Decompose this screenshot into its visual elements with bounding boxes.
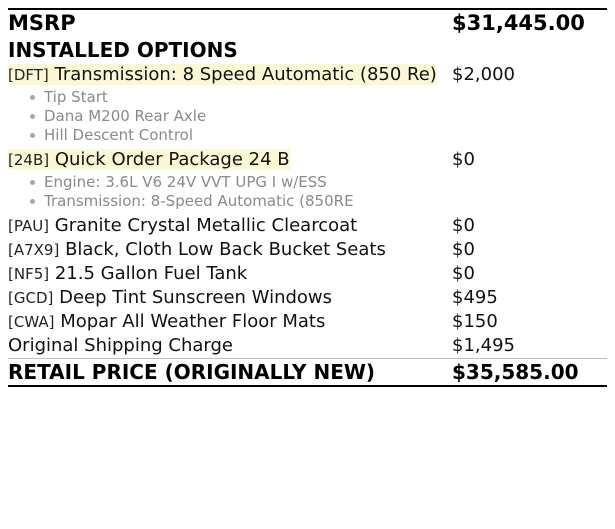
options-list [8,63,607,359]
option-text [8,149,290,170]
option-text [8,239,386,260]
option-code: [A7X9] [8,241,60,259]
option-sub-item: Tip Start [30,88,452,107]
option-label-cell [8,310,452,334]
retail-price-label: RETAIL PRICE (ORIGINALLY NEW) [8,360,376,384]
option-sub-list [8,88,452,145]
option-price: $0 [452,149,475,170]
option-code: [CWA] [8,313,55,331]
option-text [8,64,437,85]
option-code: [DFT] [8,66,49,84]
option-code: [NF5] [8,265,50,283]
option-label-cell [8,262,452,286]
option-label-cell [8,286,452,310]
option-code: [24B] [8,151,50,169]
option-label-cell [8,63,452,148]
option-price: $0 [452,263,475,284]
option-row [8,286,607,310]
installed-options-label: INSTALLED OPTIONS [8,38,238,62]
pricing-table [8,8,607,387]
option-sub-item: Hill Descent Control [30,126,452,145]
option-price: $1,495 [452,335,515,356]
option-text [8,287,332,308]
option-sub-item: Engine: 3.6L V6 24V VVT UPG I w/ESS [30,173,452,192]
option-description: Transmission: 8 Speed Automatic (850 Re) [54,64,437,85]
option-row [8,238,607,262]
retail-price-row [8,359,607,386]
retail-price-value: $35,585.00 [452,360,579,384]
option-text [8,335,233,356]
option-code: [GCD] [8,289,54,307]
option-description: Quick Order Package 24 B [54,149,290,170]
option-price: $150 [452,311,498,332]
option-sub-list [8,173,452,211]
option-label-cell [8,214,452,238]
option-description: Black, Cloth Low Back Bucket Seats [65,239,386,260]
option-text [8,311,325,332]
option-price: $495 [452,287,498,308]
option-label-cell [8,238,452,262]
option-row [8,63,607,148]
option-description: Deep Tint Sunscreen Windows [59,287,333,308]
option-price: $2,000 [452,64,515,85]
installed-options-heading-row [8,37,607,63]
option-row [8,214,607,238]
option-price: $0 [452,239,475,260]
option-code: [PAU] [8,217,50,235]
option-description: Mopar All Weather Floor Mats [60,311,326,332]
option-price: $0 [452,215,475,236]
option-row [8,310,607,334]
msrp-value: $31,445.00 [452,11,585,35]
option-description: Granite Crystal Metallic Clearcoat [54,215,358,236]
option-sub-item: Transmission: 8-Speed Automatic (850RE [30,192,452,211]
msrp-row [8,10,607,37]
option-label-cell [8,148,452,214]
option-row [8,148,607,214]
option-row [8,334,607,359]
option-description: Original Shipping Charge [8,335,233,356]
msrp-label: MSRP [8,11,76,35]
option-label-cell [8,334,452,359]
option-row [8,262,607,286]
option-sub-item: Dana M200 Rear Axle [30,107,452,126]
bottom-divider [8,386,607,387]
option-description: 21.5 Gallon Fuel Tank [54,263,248,284]
option-text [8,263,247,284]
option-text [8,215,357,236]
